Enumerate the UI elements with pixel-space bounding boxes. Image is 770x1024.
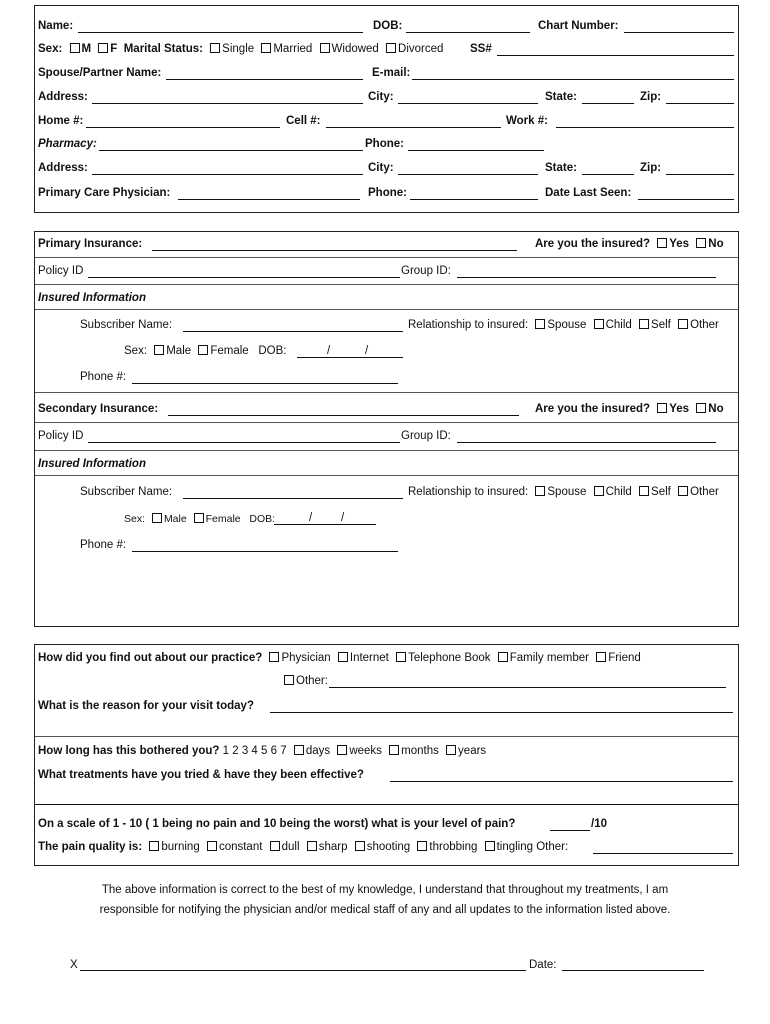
- child-checkbox[interactable]: [594, 486, 604, 496]
- sex-f-label: F: [110, 43, 118, 55]
- home-phone-label: Home #:: [38, 115, 84, 127]
- sharp-label: sharp: [318, 841, 348, 853]
- single-label: Single: [222, 43, 255, 55]
- secondary-insured-dob-field[interactable]: [274, 524, 376, 525]
- insured-phone-label: Phone #:: [80, 371, 127, 383]
- chart-number-field[interactable]: [624, 32, 734, 33]
- months-label: months: [401, 745, 439, 757]
- male-label: Male: [163, 513, 187, 525]
- insured-dob-field[interactable]: [297, 357, 403, 358]
- insured-information-heading: Insured Information: [38, 292, 146, 304]
- secondary-insured-phone-field[interactable]: [132, 551, 398, 552]
- pharmacy-address-field[interactable]: [92, 174, 363, 175]
- dull-label: dull: [281, 841, 300, 853]
- throbbing-label: throbbing: [429, 841, 478, 853]
- self-checkbox[interactable]: [639, 319, 649, 329]
- sex-m-label: M: [81, 43, 92, 55]
- relationship-row: [408, 485, 719, 499]
- weeks-checkbox[interactable]: [337, 745, 347, 755]
- self-label: Self: [651, 319, 671, 331]
- throbbing-checkbox[interactable]: [417, 841, 427, 851]
- visit-reason-label: What is the reason for your visit today?: [38, 700, 254, 712]
- dob-field[interactable]: [406, 32, 530, 33]
- female-label: Female: [205, 513, 241, 525]
- how-long-row: [38, 744, 486, 758]
- group-id-label: Group ID:: [401, 430, 451, 442]
- divider: [35, 392, 738, 393]
- how-find-label: How did you find out about our practice?: [38, 652, 263, 664]
- primary-insured-yes-checkbox[interactable]: [657, 238, 667, 248]
- date-last-seen-label: Date Last Seen:: [545, 187, 632, 199]
- pharmacy-state-field[interactable]: [582, 174, 634, 175]
- treatments-field-line-2[interactable]: [35, 804, 738, 805]
- divider: [35, 450, 738, 451]
- child-checkbox[interactable]: [594, 319, 604, 329]
- married-label: Married: [273, 43, 313, 55]
- single-checkbox[interactable]: [210, 43, 220, 53]
- family-member-label: Family member: [509, 652, 589, 664]
- child-label: Child: [605, 486, 632, 498]
- pain-quality-row: [38, 840, 568, 854]
- signature-date-field[interactable]: [562, 970, 704, 971]
- acknowledgement-statement: [30, 880, 740, 920]
- friend-checkbox[interactable]: [596, 652, 606, 662]
- friend-label: Friend: [608, 652, 641, 664]
- dob-slash: /: [327, 345, 331, 357]
- primary-insurance-field[interactable]: [152, 250, 517, 251]
- find-other-label: Other:: [296, 675, 328, 687]
- statement-line-1: The above information is correct to the best of my knowledge, I understand that throughout my treatments, I am: [101, 884, 669, 896]
- relationship-row: [408, 318, 719, 332]
- email-label: E-mail:: [372, 67, 411, 79]
- male-checkbox[interactable]: [152, 513, 162, 523]
- insured-information-heading: Insured Information: [38, 458, 146, 470]
- find-other-option: [280, 674, 328, 688]
- constant-checkbox[interactable]: [207, 841, 217, 851]
- address-field[interactable]: [92, 103, 363, 104]
- insured-phone-field[interactable]: [132, 383, 398, 384]
- pharmacy-address-label: Address:: [38, 162, 88, 174]
- sex-label: Sex:: [38, 43, 63, 55]
- burning-checkbox[interactable]: [149, 841, 159, 851]
- subscriber-name-field[interactable]: [183, 331, 403, 332]
- primary-insurance-label: Primary Insurance:: [38, 238, 143, 250]
- signature-date-label: Date:: [529, 959, 557, 971]
- pharmacy-state-label: State:: [545, 162, 577, 174]
- other-checkbox[interactable]: [678, 319, 688, 329]
- spouse-label: Spouse: [547, 486, 587, 498]
- self-label: Self: [651, 486, 671, 498]
- subscriber-name-label: Subscriber Name:: [80, 486, 173, 498]
- pharmacy-city-field[interactable]: [398, 174, 538, 175]
- days-label: days: [305, 745, 331, 757]
- shooting-label: shooting: [366, 841, 411, 853]
- days-checkbox[interactable]: [294, 745, 304, 755]
- dob-slash: /: [309, 512, 313, 524]
- group-id-label: Group ID:: [401, 265, 451, 277]
- signature-x: X: [70, 959, 78, 971]
- other-label: Other: [690, 319, 719, 331]
- city-label: City:: [368, 91, 394, 103]
- zip-field[interactable]: [666, 103, 734, 104]
- insured-phone-label: Phone #:: [80, 539, 127, 551]
- insured-sex-dob-row: [124, 344, 286, 358]
- name-field[interactable]: [78, 32, 363, 33]
- other-label: Other: [690, 486, 719, 498]
- work-field[interactable]: [556, 127, 734, 128]
- how-long-label: How long has this bothered you?: [38, 745, 220, 757]
- widowed-label: Widowed: [331, 43, 379, 55]
- pain-scale-field[interactable]: [550, 830, 590, 831]
- years-checkbox[interactable]: [446, 745, 456, 755]
- sex-label: Sex:: [124, 513, 146, 525]
- spouse-checkbox[interactable]: [535, 486, 545, 496]
- policy-id-label: Policy ID: [38, 430, 84, 442]
- female-checkbox[interactable]: [198, 345, 208, 355]
- sex-label: Sex:: [124, 345, 148, 357]
- internet-label: Internet: [349, 652, 389, 664]
- spouse-label: Spouse: [547, 319, 587, 331]
- female-label: Female: [210, 345, 249, 357]
- telephone-book-label: Telephone Book: [408, 652, 491, 664]
- constant-label: constant: [218, 841, 263, 853]
- divider: [35, 309, 738, 310]
- pharmacy-city-label: City:: [368, 162, 394, 174]
- sex-marital-row: [38, 42, 443, 56]
- telephone-book-checkbox[interactable]: [396, 652, 406, 662]
- dob-label: DOB:: [258, 345, 287, 357]
- secondary-group-id-field[interactable]: [457, 442, 716, 443]
- name-label: Name:: [38, 20, 74, 32]
- home-phone-field[interactable]: [86, 127, 280, 128]
- female-checkbox[interactable]: [194, 513, 204, 523]
- secondary-insurance-label: Secondary Insurance:: [38, 403, 159, 415]
- duration-numbers[interactable]: 1 2 3 4 5 6 7: [222, 745, 287, 757]
- state-field[interactable]: [582, 103, 634, 104]
- secondary-subscriber-name-field[interactable]: [183, 498, 403, 499]
- spouse-field[interactable]: [166, 79, 363, 80]
- insured-question-label: Are you the insured?: [535, 238, 651, 250]
- marital-status-label: Marital Status:: [123, 43, 203, 55]
- work-label: Work #:: [506, 115, 548, 127]
- find-other-checkbox[interactable]: [284, 675, 294, 685]
- physician-label: Physician: [281, 652, 331, 664]
- ss-field[interactable]: [497, 55, 734, 56]
- self-checkbox[interactable]: [639, 486, 649, 496]
- state-label: State:: [545, 91, 577, 103]
- insured-sex-dob-row: [124, 512, 275, 526]
- divorced-label: Divorced: [398, 43, 444, 55]
- tingling-label: tingling: [496, 841, 534, 853]
- tingling-checkbox[interactable]: [485, 841, 495, 851]
- no-label: No: [708, 403, 724, 415]
- pharmacy-phone-field[interactable]: [408, 150, 544, 151]
- pcp-phone-label: Phone:: [368, 187, 407, 199]
- no-label: No: [708, 238, 724, 250]
- physician-checkbox[interactable]: [269, 652, 279, 662]
- patient-info-section: [34, 5, 739, 213]
- dob-slash: /: [365, 345, 369, 357]
- pain-scale-label: On a scale of 1 - 10 ( 1 being no pain and 10 being the worst) what is your level of pain?: [38, 818, 516, 830]
- burning-label: burning: [161, 841, 200, 853]
- secondary-policy-id-field[interactable]: [88, 442, 400, 443]
- pcp-field[interactable]: [178, 199, 360, 200]
- secondary-insured-question: [535, 402, 724, 416]
- divider: [35, 422, 738, 423]
- secondary-insured-yes-checkbox[interactable]: [657, 403, 667, 413]
- dob-slash: /: [341, 512, 345, 524]
- subscriber-name-label: Subscriber Name:: [80, 319, 173, 331]
- spouse-label: Spouse/Partner Name:: [38, 67, 162, 79]
- cell-field[interactable]: [326, 127, 501, 128]
- weeks-label: weeks: [349, 745, 382, 757]
- sharp-checkbox[interactable]: [307, 841, 317, 851]
- married-checkbox[interactable]: [261, 43, 271, 53]
- relationship-label: Relationship to insured:: [408, 319, 529, 331]
- policy-id-label: Policy ID: [38, 265, 84, 277]
- years-label: years: [458, 745, 487, 757]
- insured-question-label: Are you the insured?: [535, 403, 651, 415]
- yes-label: Yes: [669, 238, 690, 250]
- signature-field[interactable]: [80, 970, 526, 971]
- pain-quality-label: The pain quality is:: [38, 841, 143, 853]
- relationship-label: Relationship to insured:: [408, 486, 529, 498]
- visit-reason-field[interactable]: [270, 712, 733, 713]
- pain-other-field[interactable]: [593, 853, 733, 854]
- internet-checkbox[interactable]: [338, 652, 348, 662]
- male-checkbox[interactable]: [154, 345, 164, 355]
- how-find-row: [38, 651, 641, 665]
- divider: [35, 736, 738, 737]
- treatments-field[interactable]: [390, 781, 733, 782]
- secondary-insurance-field[interactable]: [168, 415, 519, 416]
- find-other-field[interactable]: [329, 687, 726, 688]
- dob-label: DOB:: [373, 20, 403, 32]
- spouse-checkbox[interactable]: [535, 319, 545, 329]
- other-checkbox[interactable]: [678, 486, 688, 496]
- group-id-field[interactable]: [457, 277, 716, 278]
- pcp-phone-field[interactable]: [410, 199, 538, 200]
- sex-f-checkbox[interactable]: [98, 43, 108, 53]
- dob-label: DOB:: [249, 513, 276, 525]
- pcp-label: Primary Care Physician:: [38, 187, 171, 199]
- policy-id-field[interactable]: [88, 277, 400, 278]
- divider: [35, 475, 738, 476]
- male-label: Male: [166, 345, 192, 357]
- address-label: Address:: [38, 91, 88, 103]
- divider: [35, 257, 738, 258]
- widowed-checkbox[interactable]: [320, 43, 330, 53]
- city-field[interactable]: [398, 103, 538, 104]
- child-label: Child: [605, 319, 632, 331]
- chart-number-label: Chart Number:: [538, 20, 619, 32]
- pharmacy-field[interactable]: [99, 150, 363, 151]
- statement-line-2: responsible for notifying the physician and/or medical staff of any and all updates to the information listed above.: [99, 904, 671, 916]
- ss-label: SS#: [470, 43, 492, 55]
- pain-other-label: Other:: [536, 841, 569, 853]
- yes-label: Yes: [669, 403, 690, 415]
- months-checkbox[interactable]: [389, 745, 399, 755]
- primary-insured-question: [535, 237, 724, 251]
- dull-checkbox[interactable]: [270, 841, 280, 851]
- pharmacy-label: Pharmacy:: [38, 138, 97, 150]
- date-last-seen-field[interactable]: [638, 199, 734, 200]
- treatments-label: What treatments have you tried & have they been effective?: [38, 769, 364, 781]
- zip-label: Zip:: [640, 91, 662, 103]
- pharmacy-zip-label: Zip:: [640, 162, 662, 174]
- sex-m-checkbox[interactable]: [70, 43, 80, 53]
- pain-scale-suffix: /10: [591, 818, 607, 830]
- secondary-insured-no-checkbox[interactable]: [696, 403, 706, 413]
- family-member-checkbox[interactable]: [498, 652, 508, 662]
- email-field[interactable]: [412, 79, 734, 80]
- pharmacy-phone-label: Phone:: [365, 138, 404, 150]
- primary-insured-no-checkbox[interactable]: [696, 238, 706, 248]
- divider: [35, 284, 738, 285]
- pharmacy-zip-field[interactable]: [666, 174, 734, 175]
- cell-label: Cell #:: [286, 115, 321, 127]
- divorced-checkbox[interactable]: [386, 43, 396, 53]
- shooting-checkbox[interactable]: [355, 841, 365, 851]
